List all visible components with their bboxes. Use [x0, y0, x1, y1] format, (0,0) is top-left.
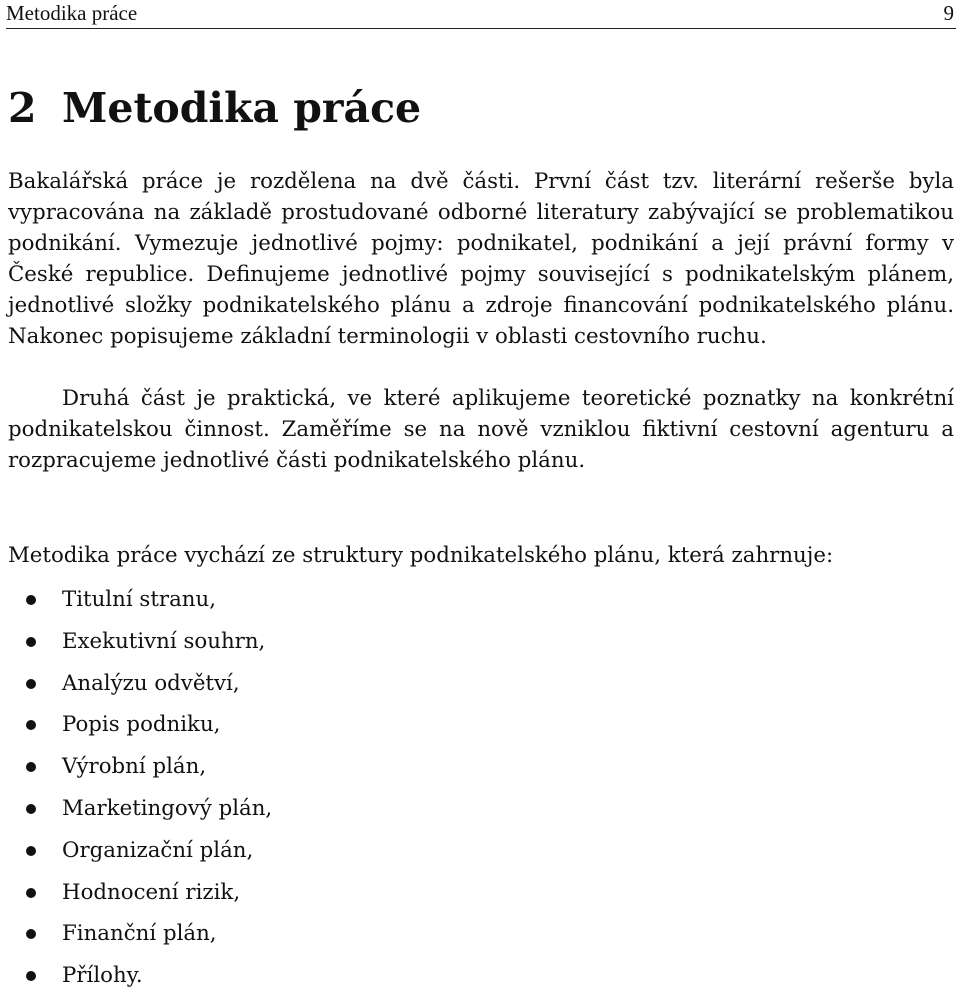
paragraph-methodology-structure: Metodika práce vychází ze struktury podnikatelského plánu, která zahrnuje: — [8, 543, 834, 568]
list-item — [8, 916, 272, 958]
running-header — [6, 2, 956, 29]
list-item-label: Finanční plán, — [62, 921, 217, 947]
bullet-icon — [26, 762, 36, 772]
bullet-icon — [26, 804, 36, 814]
list-item-label: Popis podniku, — [62, 712, 221, 738]
chapter-number: 2 — [8, 84, 37, 132]
list-item-label: Titulní stranu, — [62, 587, 216, 612]
list-item-label: Hodnocení rizik, — [62, 879, 241, 905]
list-item — [8, 875, 272, 917]
list-item-label: Analýzu odvětví, — [62, 670, 240, 696]
paragraph-practical-part: Druhá část je praktická, ve které aplikujeme teoretické poznatky na konkrétní podnikatelskou činnost. Zaměříme se na nově vzniklou fiktivní cestovní agenturu a rozpracujeme jednotlivé části podnikatelského plánu. — [8, 386, 954, 473]
paragraph-intro: Bakalářská práce je rozdělena na dvě části. První část tzv. literární rešerše byla vypracována na základě prostudované odborné literatury zabývající se problematikou podnikání. Vymezuje jednotlivé pojmy: podnikatel, podnikání a její právní formy v České republice. Definujeme jednotlivé pojmy související s podnikatelským plánem, jednotlivé složky podnikatelského plánu a zdroje financování podnikatelského plánu. Nakonec popisujeme základní terminologii v oblasti cestovního ruchu. — [8, 169, 954, 349]
list-item — [8, 624, 272, 666]
list-item-label: Výrobní plán, — [62, 754, 207, 780]
list-item-label: Exekutivní souhrn, — [62, 628, 266, 654]
list-item — [8, 582, 272, 624]
business-plan-structure-list — [8, 582, 272, 1000]
list-item — [8, 958, 272, 1000]
chapter-title: Metodika práce — [62, 84, 422, 132]
bullet-icon — [26, 929, 36, 939]
list-item — [8, 791, 272, 833]
bullet-icon — [26, 679, 36, 689]
chapter-heading — [8, 80, 421, 136]
list-item-label: Přílohy. — [62, 963, 143, 989]
page-number: 9 — [943, 1, 954, 25]
bullet-icon — [26, 720, 36, 730]
header-title: Metodika práce — [6, 1, 138, 25]
bullet-icon — [26, 971, 36, 981]
bullet-icon — [26, 888, 36, 898]
bullet-icon — [26, 595, 36, 605]
list-item-label: Marketingový plán, — [62, 795, 273, 821]
bullet-icon — [26, 637, 36, 647]
list-item — [8, 707, 272, 749]
list-item-label: Organizační plán, — [62, 837, 254, 863]
list-item — [8, 833, 272, 875]
list-item — [8, 749, 272, 791]
bullet-icon — [26, 846, 36, 856]
list-item — [8, 666, 272, 708]
